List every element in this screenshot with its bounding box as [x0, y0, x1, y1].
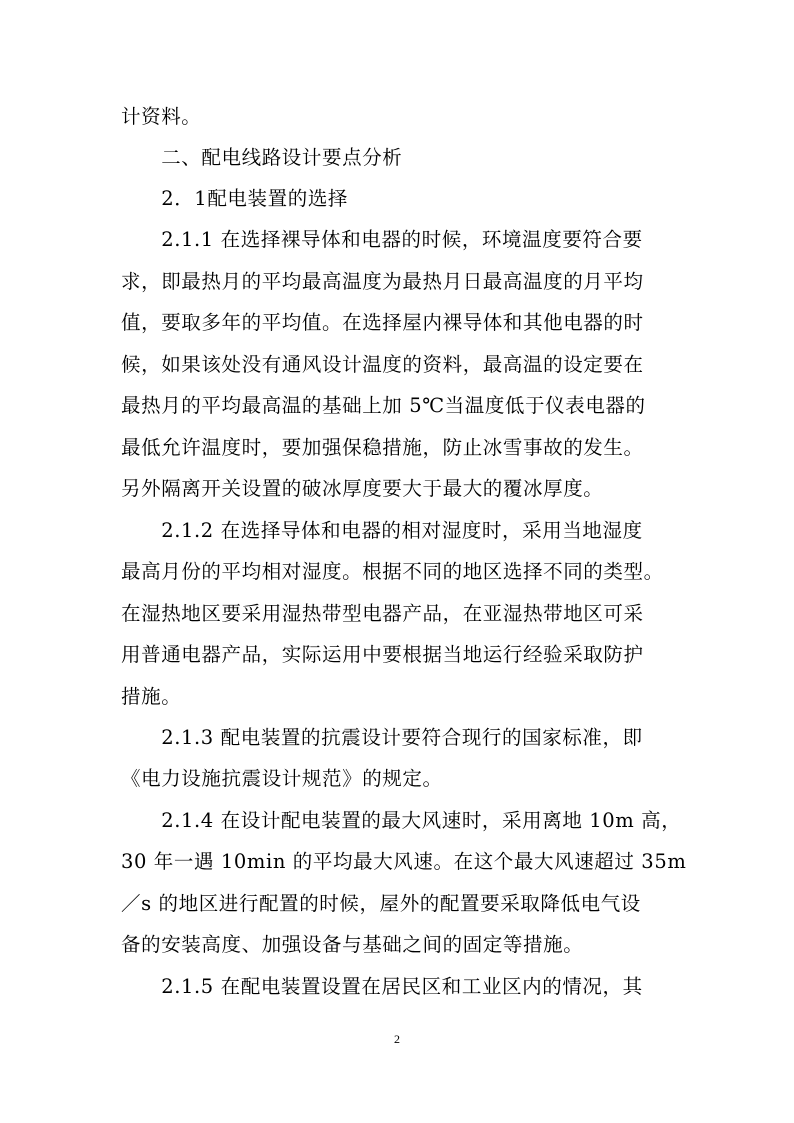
subsection-heading: 2．1配电装置的选择 [121, 187, 349, 210]
text-line: 2.1.1 在选择裸导体和电器的时候，环境温度要符合要 [121, 228, 643, 251]
text-line: 最热月的平均最高温的基础上加 5℃当温度低于仪表电器的 [121, 394, 646, 417]
text-line: 30 年一遇 10min 的平均最大风速。在这个最大风速超过 35m [121, 850, 687, 873]
text-line: 计资料。 [121, 105, 202, 128]
text-line: 在湿热地区要采用湿热带型电器产品，在亚湿热带地区可采 [121, 602, 644, 625]
text-line: ／s 的地区进行配置的时候，屋外的配置要采取降低电气设 [121, 892, 641, 915]
text-line: 用普通电器产品，实际运用中要根据当地运行经验采取防护 [121, 643, 644, 666]
text-line: 《电力设施抗震设计规范》的规定。 [121, 767, 443, 790]
text-line: 最高月份的平均相对湿度。根据不同的地区选择不同的类型。 [121, 560, 664, 583]
text-line: 2.1.4 在设计配电装置的最大风速时，采用离地 10m 高， [121, 809, 682, 832]
text-line: 措施。 [121, 685, 182, 708]
text-line: 另外隔离开关设置的破冰厚度要大于最大的覆冰厚度。 [121, 477, 604, 500]
text-line: 最低允许温度时，要加强保稳措施，防止冰雪事故的发生。 [121, 436, 644, 459]
text-line: 值，要取多年的平均值。在选择屋内裸导体和其他电器的时 [121, 311, 644, 334]
text-line: 2.1.2 在选择导体和电器的相对湿度时，采用当地湿度 [121, 519, 643, 542]
text-line: 2.1.3 配电装置的抗震设计要符合现行的国家标准，即 [121, 726, 643, 749]
text-line: 求，即最热月的平均最高温度为最热月日最高温度的月平均 [121, 270, 644, 293]
text-line: 2.1.5 在配电装置设置在居民区和工业区内的情况，其 [121, 975, 643, 998]
text-line: 候，如果该处没有通风设计温度的资料，最高温的设定要在 [121, 353, 644, 376]
section-heading: 二、配电线路设计要点分析 [121, 146, 403, 169]
page-number: 2 [394, 1032, 400, 1046]
text-line: 备的安装高度、加强设备与基础之间的固定等措施。 [121, 933, 584, 956]
